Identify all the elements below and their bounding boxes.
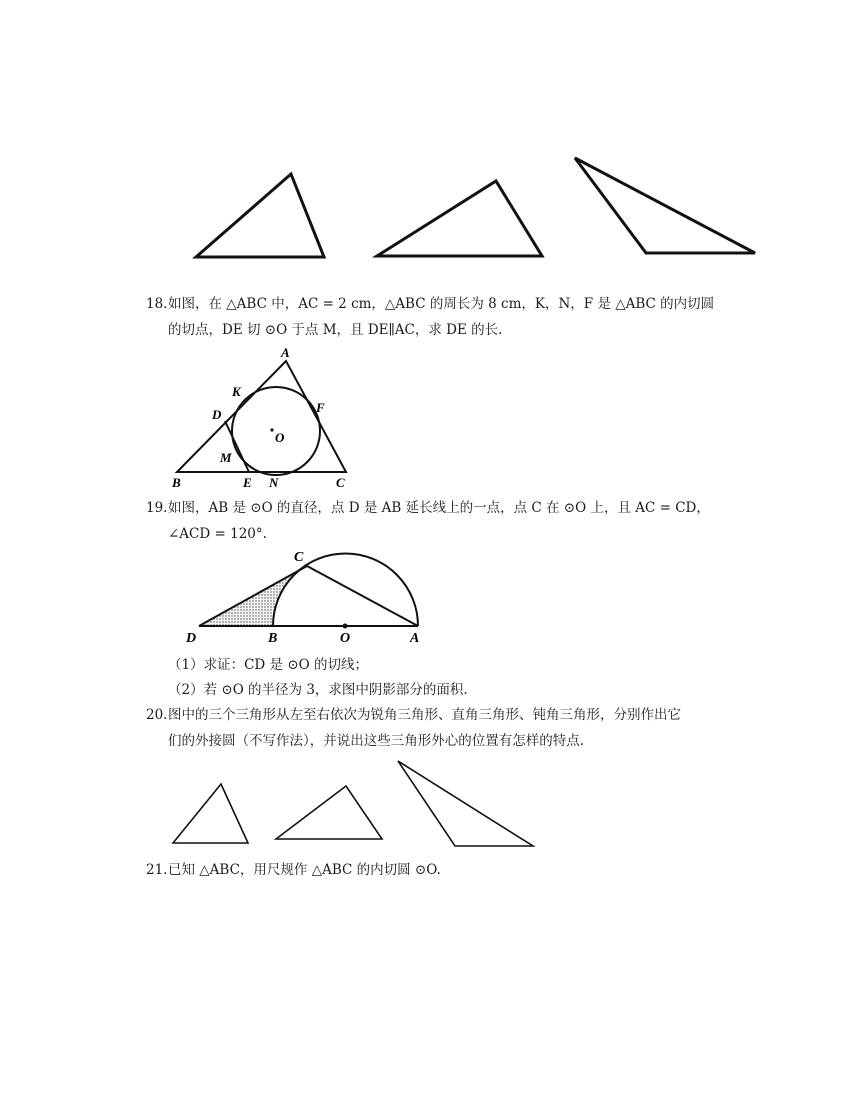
label-k: K	[232, 384, 241, 399]
label-o: O	[275, 430, 285, 445]
label-a: A	[281, 345, 290, 360]
label-b: B	[172, 475, 181, 490]
question-number: 19.	[146, 500, 168, 516]
label-f: F	[316, 400, 325, 415]
question-number: 18.	[146, 296, 168, 312]
question-number: 20.	[146, 707, 168, 723]
q20-right-triangle	[276, 786, 382, 839]
label-b: B	[268, 631, 278, 646]
q20-acute-triangle	[173, 784, 248, 843]
label-d: D	[186, 631, 197, 646]
question-text-line1: 如图，在 △ABC 中，AC = 2 cm，△ABC 的周长为 8 cm，K，N，F 是 △ABC 的内切圆	[168, 296, 715, 312]
label-c: C	[336, 475, 345, 490]
question-text-line2: 们的外接圆（不写作法），并说出这些三角形外心的位置有怎样的特点.	[168, 733, 585, 749]
q19-subquestion-1: （1）求证：CD 是 ⊙O 的切线；	[168, 657, 368, 673]
label-c: C	[294, 550, 304, 565]
question-text-line1: 已知 △ABC，用尺规作 △ABC 的内切圆 ⊙O.	[168, 862, 441, 878]
question-text-line1: 图中的三个三角形从左至右依次为锐角三角形、直角三角形、钝角三角形，分别作出它	[168, 707, 681, 723]
question-number: 21.	[146, 862, 168, 878]
question-text-line1: 如图，AB 是 ⊙O 的直径，点 D 是 AB 延长线上的一点，点 C 在 ⊙O 上，且 AC = CD，	[168, 500, 710, 516]
q20-obtuse-triangle	[398, 761, 533, 846]
label-e: E	[243, 475, 252, 490]
label-d: D	[212, 407, 222, 422]
question-21	[146, 857, 796, 883]
label-n: N	[269, 475, 279, 490]
label-o: O	[340, 631, 351, 646]
question-text-line2: 的切点，DE 切 ⊙O 于点 M，且 DE∥AC，求 DE 的长.	[168, 322, 503, 338]
label-m: M	[220, 450, 232, 465]
question-text-line2: ∠ACD = 120°.	[168, 526, 267, 542]
q19-subquestion-2: （2）若 ⊙O 的半径为 3，求图中阴影部分的面积.	[168, 682, 468, 698]
label-a: A	[410, 631, 420, 646]
